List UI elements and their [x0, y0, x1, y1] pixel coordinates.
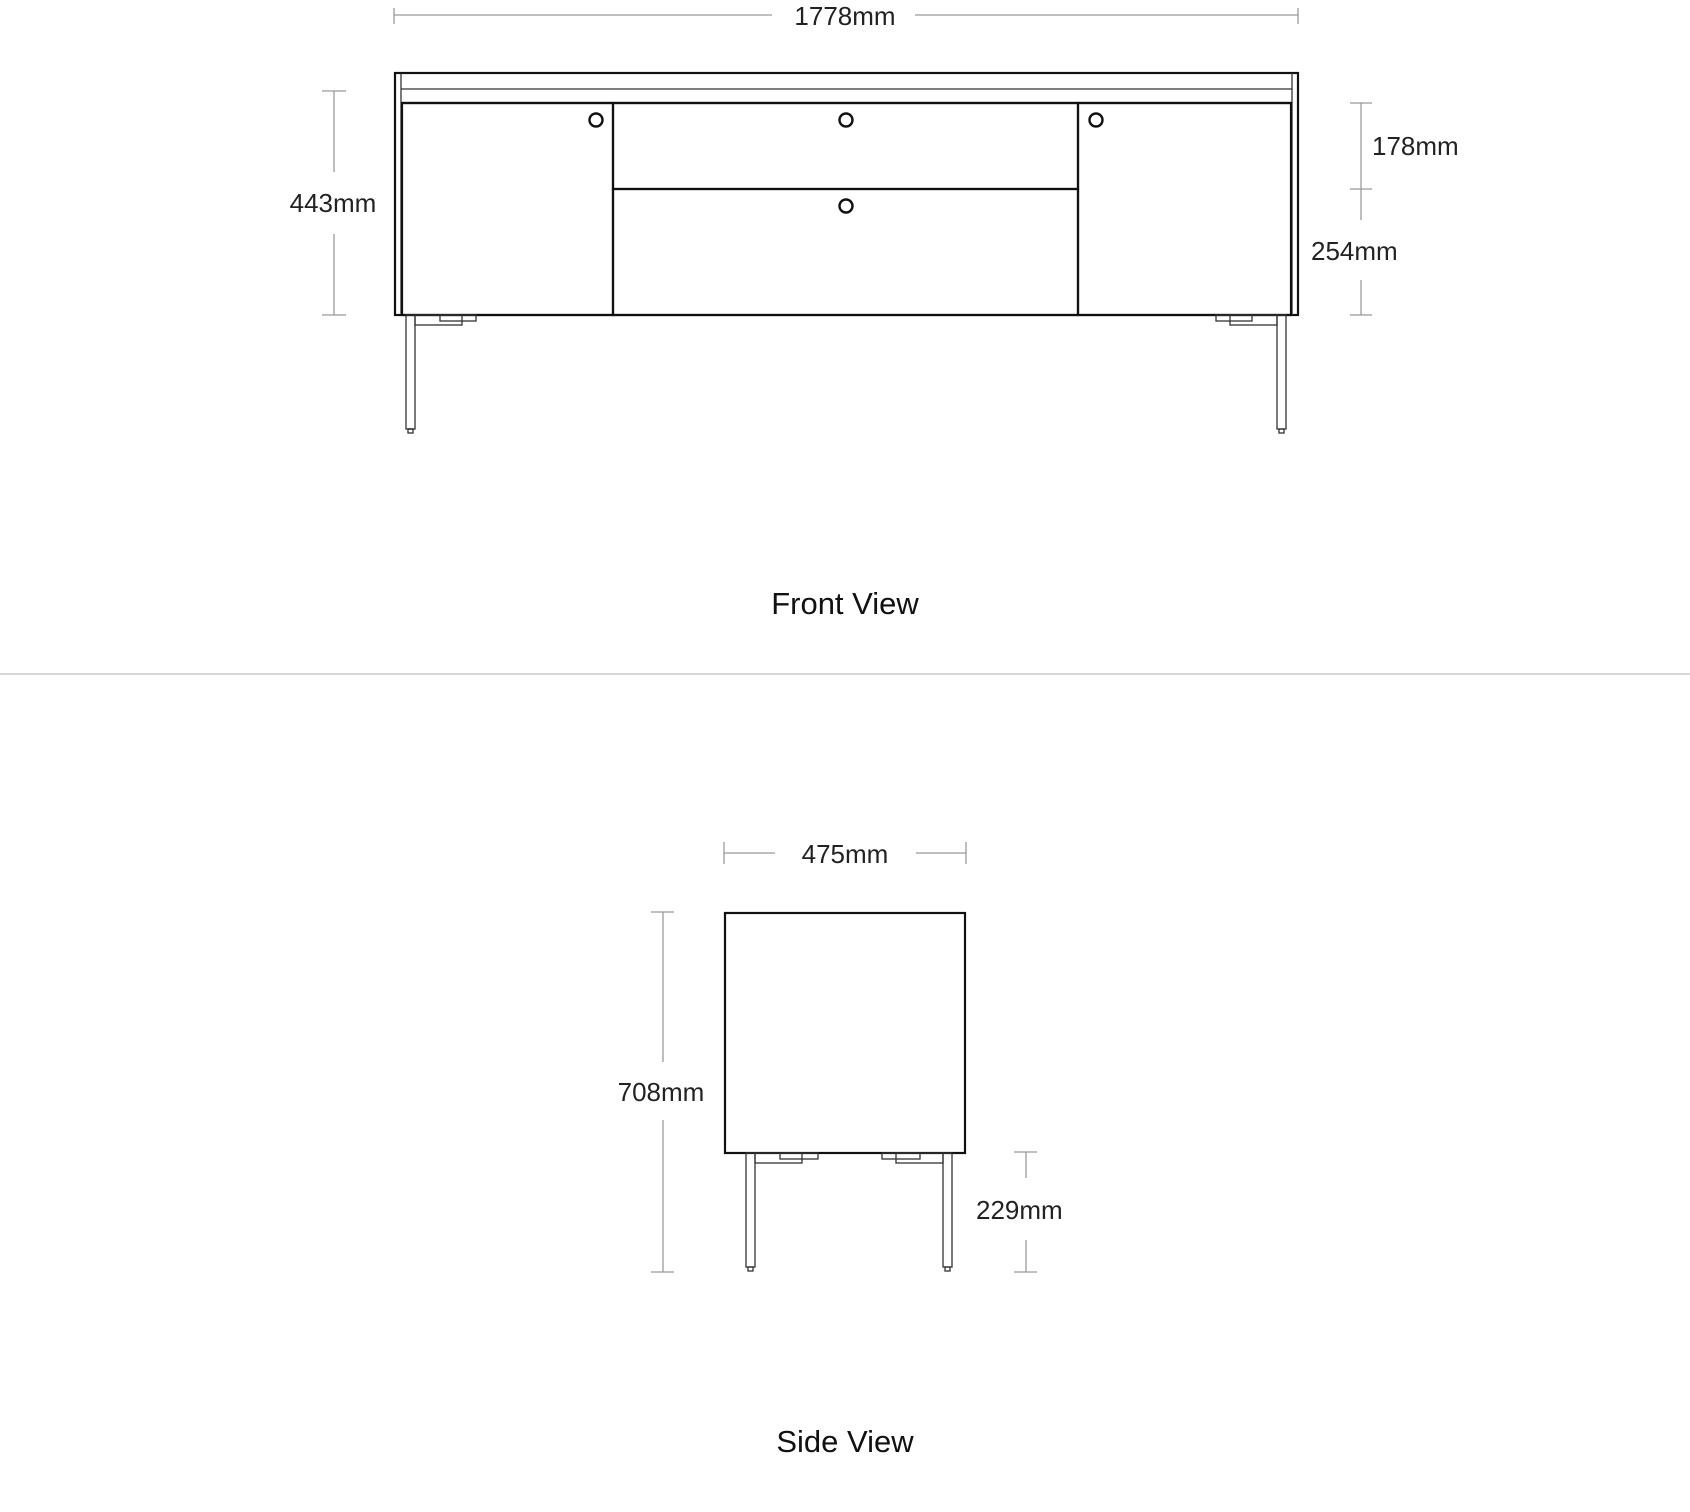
top-drawer-dimension — [1350, 103, 1459, 220]
top-drawer-knob — [840, 114, 853, 127]
right-door-knob — [1090, 114, 1103, 127]
front-view-title: Front View — [771, 586, 919, 621]
bottom-drawer-label: 254mm — [1311, 236, 1398, 266]
side-height-dimension — [618, 912, 705, 1272]
side-view-title: Side View — [776, 1424, 914, 1459]
left-door-knob — [590, 114, 603, 127]
credenza-front-body — [395, 73, 1298, 315]
front-width-label: 1778mm — [794, 1, 896, 31]
side-view — [618, 839, 1063, 1459]
side-height-label: 708mm — [617, 1077, 705, 1107]
bottom-drawer-knob — [840, 200, 853, 213]
front-view — [290, 1, 1459, 621]
side-depth-label: 475mm — [801, 839, 889, 869]
left-door — [402, 103, 613, 315]
front-width-dimension — [394, 1, 1298, 31]
bottom-drawer-dimension — [1311, 236, 1398, 315]
front-height-label: 443mm — [289, 188, 377, 218]
side-leg-dimension — [976, 1152, 1063, 1272]
side-leg-label: 229mm — [976, 1195, 1063, 1225]
right-door — [1078, 103, 1291, 315]
front-legs — [406, 315, 1286, 433]
front-height-dimension — [290, 91, 377, 315]
top-drawer-label: 178mm — [1372, 131, 1459, 161]
side-depth-dimension — [724, 839, 966, 869]
credenza-side-body — [725, 913, 965, 1271]
